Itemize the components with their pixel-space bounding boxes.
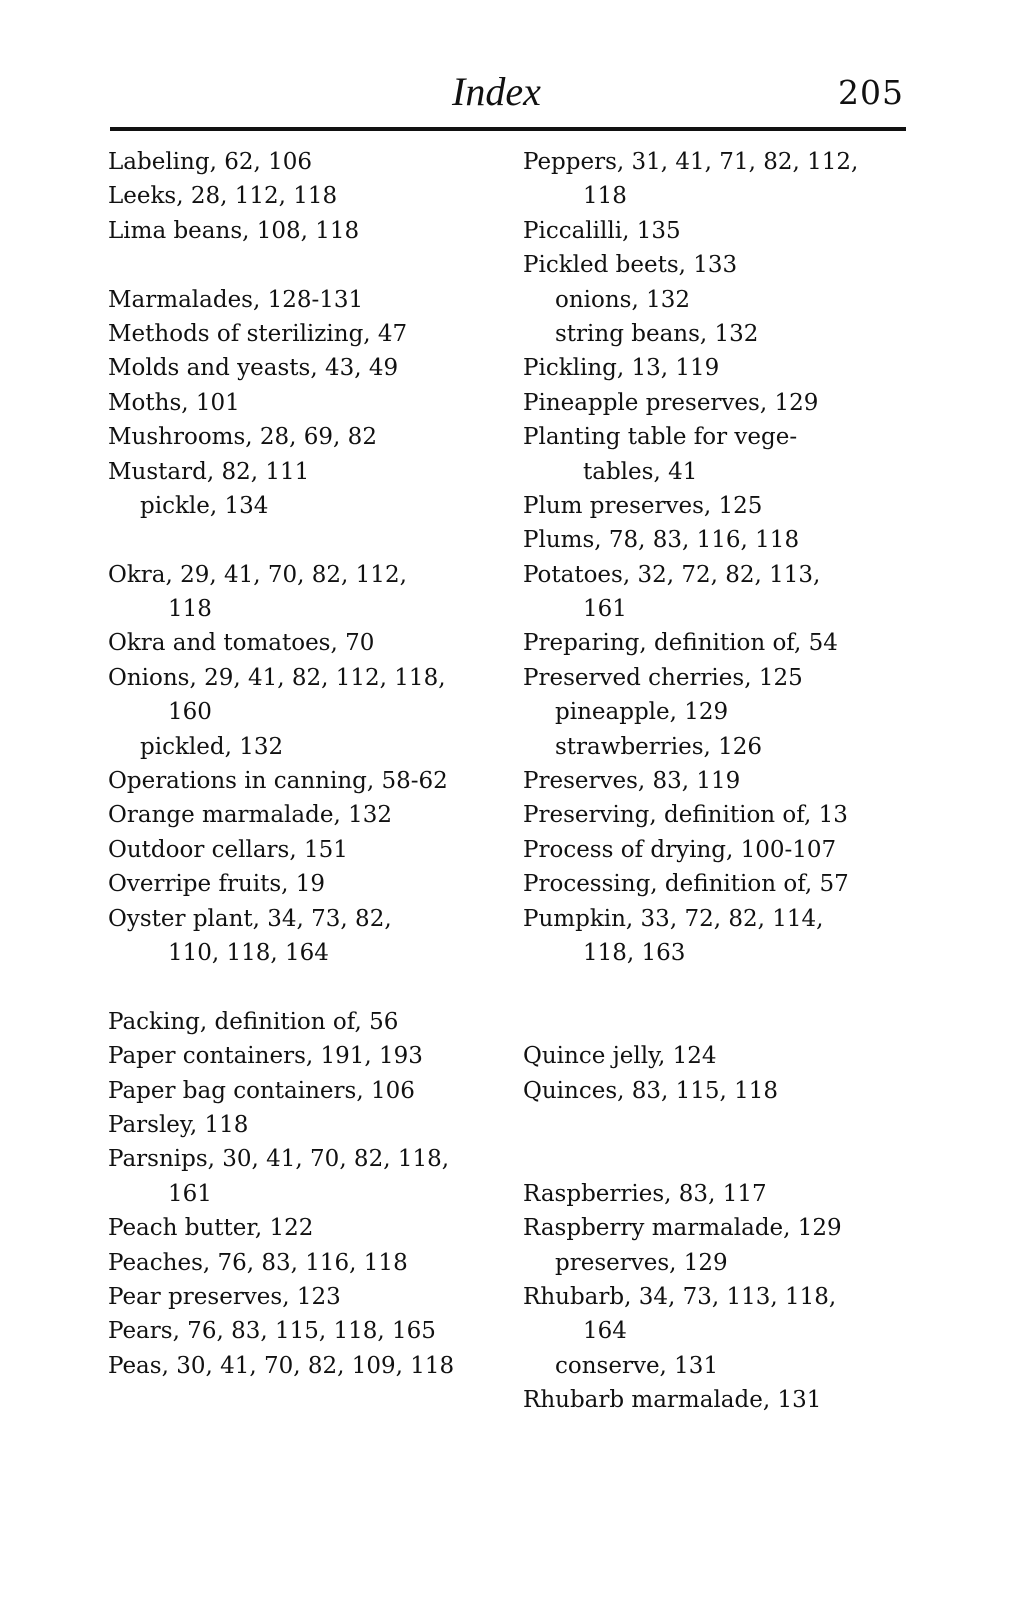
index-continuation: 110, 118, 164 <box>168 939 329 966</box>
index-gap <box>108 970 498 1004</box>
index-entry: Okra and tomatoes, 70 <box>108 630 375 657</box>
index-entry: Operations in canning, 58-62 <box>108 768 448 795</box>
index-entry: Oyster plant, 34, 73, 82, <box>108 905 392 932</box>
index-gap <box>523 1108 913 1142</box>
index-subentry: preserves, 129 <box>555 1249 728 1276</box>
index-gap <box>523 1005 913 1039</box>
index-entry: Marmalades, 128-131 <box>108 286 364 313</box>
index-entry: Pineapple preserves, 129 <box>523 389 819 416</box>
index-entry: Outdoor cellars, 151 <box>108 836 348 863</box>
index-entry: Pickling, 13, 119 <box>523 355 720 382</box>
index-entry: Leeks, 28, 112, 118 <box>108 183 338 210</box>
index-subentry: strawberries, 126 <box>555 733 763 760</box>
index-entry: Process of drying, 100-107 <box>523 836 837 863</box>
index-entry: Molds and yeasts, 43, 49 <box>108 355 399 382</box>
index-entry: Plums, 78, 83, 116, 118 <box>523 527 800 554</box>
index-entry: Overripe fruits, 19 <box>108 871 326 898</box>
index-subentry: onions, 132 <box>555 286 691 313</box>
index-entry: Piccalilli, 135 <box>523 217 681 244</box>
index-entry: Preserving, definition of, 13 <box>523 802 848 829</box>
index-entry: Rhubarb, 34, 73, 113, 118, <box>523 1283 837 1310</box>
index-subentry: pineapple, 129 <box>555 699 729 726</box>
index-entry: Mushrooms, 28, 69, 82 <box>108 424 377 451</box>
index-subentry: pickle, 134 <box>140 492 269 519</box>
index-entry: Okra, 29, 41, 70, 82, 112, <box>108 561 407 588</box>
index-column-right <box>523 145 913 1417</box>
index-continuation: 161 <box>168 1180 212 1207</box>
index-entry: Mustard, 82, 111 <box>108 458 310 485</box>
index-entry: Pears, 76, 83, 115, 118, 165 <box>108 1318 436 1345</box>
index-entry: Preparing, definition of, 54 <box>523 630 838 657</box>
index-entry: Paper containers, 191, 193 <box>108 1043 423 1070</box>
index-entry: Peach butter, 122 <box>108 1215 314 1242</box>
index-entry: Lima beans, 108, 118 <box>108 217 360 244</box>
index-gap <box>523 970 913 1004</box>
index-entry: Labeling, 62, 106 <box>108 149 312 175</box>
index-entry: Preserved cherries, 125 <box>523 664 803 691</box>
index-entry: Pear preserves, 123 <box>108 1283 341 1310</box>
index-continuation: 161 <box>583 596 627 623</box>
index-entry: Potatoes, 32, 72, 82, 113, <box>523 561 821 588</box>
index-entry: Preserves, 83, 119 <box>523 768 741 795</box>
index-continuation: 118 <box>583 183 627 210</box>
index-entry: Packing, definition of, 56 <box>108 1008 399 1035</box>
index-entry: Rhubarb marmalade, 131 <box>523 1387 822 1414</box>
index-entry: Peaches, 76, 83, 116, 118 <box>108 1249 408 1276</box>
index-subentry: conserve, 131 <box>555 1352 719 1379</box>
index-subentry: string beans, 132 <box>555 320 759 347</box>
index-entry: Parsnips, 30, 41, 70, 82, 118, <box>108 1146 450 1173</box>
index-continuation: 118, 163 <box>583 939 686 966</box>
page-title: Index <box>452 69 541 114</box>
index-column-left <box>108 145 498 1383</box>
index-entry: Moths, 101 <box>108 389 240 416</box>
index-entry: Methods of sterilizing, 47 <box>108 320 408 347</box>
index-entry: Plum preserves, 125 <box>523 492 763 519</box>
index-continuation: 160 <box>168 699 212 726</box>
index-entry: Quinces, 83, 115, 118 <box>523 1077 779 1104</box>
index-continuation: 118 <box>168 596 212 623</box>
index-continuation: 164 <box>583 1318 627 1345</box>
index-gap <box>108 523 498 557</box>
index-entry: Pumpkin, 33, 72, 82, 114, <box>523 905 824 932</box>
index-entry: Paper bag containers, 106 <box>108 1077 415 1104</box>
index-gap <box>523 1142 913 1176</box>
header-rule <box>110 127 906 131</box>
page-number: 205 <box>838 73 904 112</box>
index-entry: Quince jelly, 124 <box>523 1043 717 1070</box>
index-entry: Pickled beets, 133 <box>523 252 738 279</box>
index-entry: Raspberries, 83, 117 <box>523 1180 767 1207</box>
index-entry: Peas, 30, 41, 70, 82, 109, 118 <box>108 1352 455 1379</box>
index-continuation: tables, 41 <box>583 458 698 485</box>
index-entry: Peppers, 31, 41, 71, 82, 112, <box>523 149 859 175</box>
index-entry: Orange marmalade, 132 <box>108 802 392 829</box>
index-subentry: pickled, 132 <box>140 733 284 760</box>
index-entry: Parsley, 118 <box>108 1111 249 1138</box>
index-gap <box>108 248 498 282</box>
index-entry: Onions, 29, 41, 82, 112, 118, <box>108 664 446 691</box>
index-entry: Planting table for vege- <box>523 424 798 451</box>
index-entry: Processing, definition of, 57 <box>523 871 849 898</box>
index-entry: Raspberry marmalade, 129 <box>523 1215 842 1242</box>
